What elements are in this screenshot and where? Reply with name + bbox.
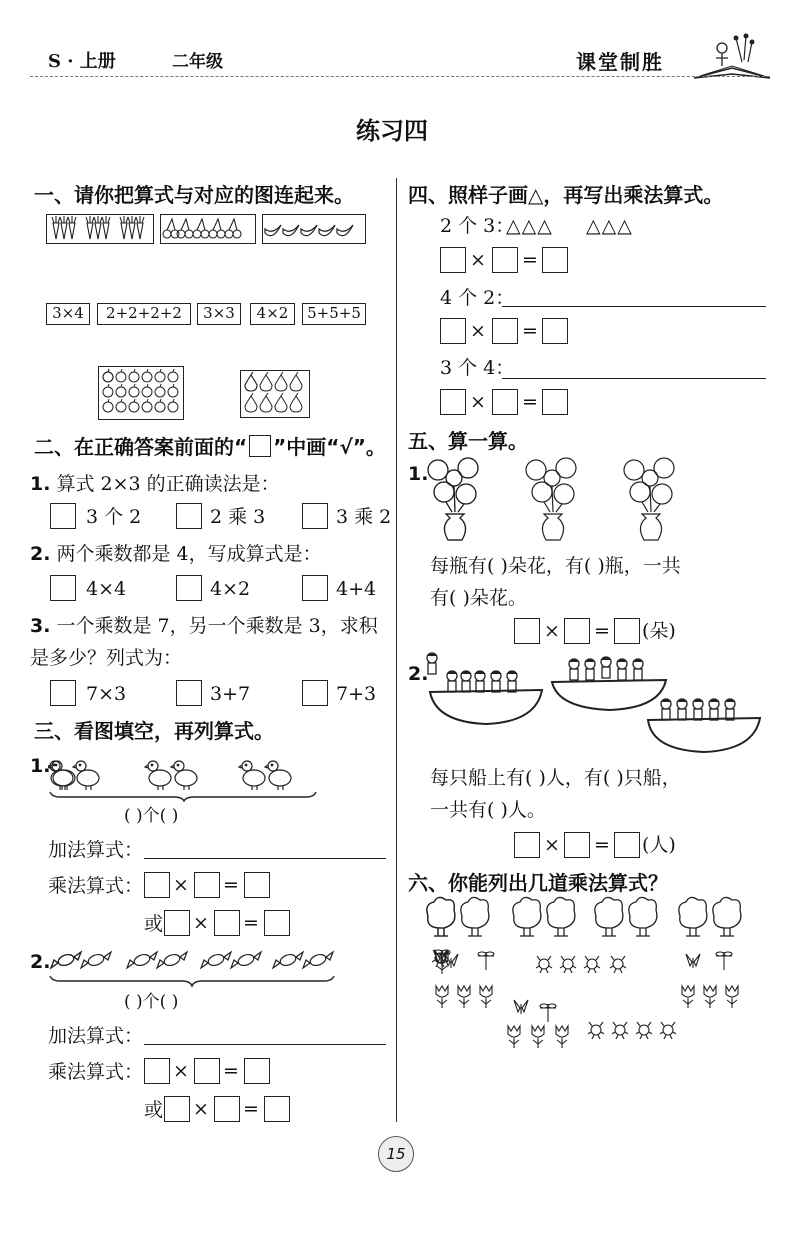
answer-box[interactable] bbox=[194, 872, 220, 898]
answer-box[interactable] bbox=[440, 389, 466, 415]
sec6-title: 六、你能列出几道乘法算式？ bbox=[408, 871, 668, 895]
answer-box[interactable] bbox=[214, 1096, 240, 1122]
sec3-q2-mul-label: 乘法算式： bbox=[48, 1061, 144, 1083]
sec4-example-triangles-b: △△△ bbox=[586, 215, 633, 237]
sec5-q2-num: 2. bbox=[408, 663, 429, 685]
answer-checkbox[interactable] bbox=[50, 680, 76, 706]
answer-box[interactable] bbox=[194, 1058, 220, 1084]
equals-sign: = bbox=[522, 249, 538, 271]
column-divider bbox=[396, 178, 397, 1122]
sec2-q1-option: 3 乘 2 bbox=[336, 506, 392, 528]
answer-box[interactable] bbox=[440, 247, 466, 273]
trees-picture bbox=[424, 896, 764, 940]
candies-picture bbox=[48, 946, 338, 988]
times-sign: × bbox=[470, 249, 486, 271]
sec5-q1-line2: 有( )朵花。 bbox=[430, 587, 527, 609]
equals-sign: = bbox=[594, 620, 610, 642]
formula-card[interactable]: 3×4 bbox=[46, 303, 90, 325]
sec2-q1-text: 算式 2×3 的正确读法是： bbox=[56, 473, 280, 495]
sec5-q2-line2: 一共有( )人。 bbox=[430, 799, 546, 821]
sec2-q3-option: 3+7 bbox=[210, 683, 251, 705]
insects-flowers-picture bbox=[432, 948, 752, 1058]
sec2-q3-num: 3. bbox=[30, 615, 51, 637]
pears-picture bbox=[240, 370, 310, 418]
sec2-q3-text-a: 一个乘数是 7，另一个乘数是 3，求积 bbox=[56, 615, 378, 637]
chicks-picture bbox=[48, 750, 320, 802]
sec2-q2-option: 4+4 bbox=[336, 578, 377, 600]
formula-card[interactable]: 4×2 bbox=[250, 303, 295, 325]
sec4-example-label: 2 个 3： bbox=[440, 215, 515, 237]
equals-sign: = bbox=[594, 834, 610, 856]
sec2-q2-text: 两个乘数都是 4，写成算式是： bbox=[56, 543, 322, 565]
answer-checkbox[interactable] bbox=[176, 575, 202, 601]
answer-checkbox[interactable] bbox=[50, 503, 76, 529]
times-sign: × bbox=[544, 834, 560, 856]
sec3-q2-groups: ( )个( ) bbox=[124, 992, 179, 1012]
cherries-picture bbox=[160, 214, 256, 244]
unit-label: (朵) bbox=[642, 620, 676, 642]
times-sign: × bbox=[470, 320, 486, 342]
carrots-picture bbox=[46, 214, 154, 244]
equals-sign: = bbox=[243, 912, 259, 934]
sec3-q2-add-line[interactable] bbox=[144, 1044, 386, 1045]
page-number: 15 bbox=[386, 1145, 406, 1163]
answer-box[interactable] bbox=[214, 910, 240, 936]
sec5-q1-num: 1. bbox=[408, 463, 429, 485]
page-title: 练习四 bbox=[356, 117, 428, 145]
sec4-row3-draw-line[interactable] bbox=[502, 378, 766, 379]
flower-vases-picture bbox=[424, 456, 694, 544]
formula-card[interactable]: 3×3 bbox=[197, 303, 241, 325]
answer-box[interactable] bbox=[542, 318, 568, 344]
answer-box[interactable] bbox=[264, 910, 290, 936]
equals-sign: = bbox=[522, 320, 538, 342]
answer-checkbox[interactable] bbox=[302, 503, 328, 529]
answer-box[interactable] bbox=[542, 247, 568, 273]
sec2-q2-num: 2. bbox=[30, 543, 51, 565]
answer-box[interactable] bbox=[244, 1058, 270, 1084]
sec4-title: 四、照样子画△，再写出乘法算式。 bbox=[408, 183, 724, 207]
sec3-q2-add-label: 加法算式： bbox=[48, 1025, 144, 1047]
times-sign: × bbox=[173, 1060, 189, 1082]
header-dashed-rule bbox=[30, 76, 770, 77]
or-label: 或 bbox=[144, 1099, 164, 1121]
answer-checkbox[interactable] bbox=[176, 503, 202, 529]
equals-sign: = bbox=[243, 1098, 259, 1120]
equals-sign: = bbox=[223, 1060, 239, 1082]
answer-box[interactable] bbox=[264, 1096, 290, 1122]
sec2-q1-option: 3 个 2 bbox=[86, 506, 142, 528]
sec3-title: 三、看图填空，再列算式。 bbox=[34, 719, 274, 743]
times-sign: × bbox=[470, 391, 486, 413]
sec2-q2-option: 4×2 bbox=[210, 578, 251, 600]
header-grade: 二年级 bbox=[172, 52, 223, 72]
unit-label: (人) bbox=[642, 834, 676, 856]
sec2-q3 bbox=[30, 614, 378, 638]
answer-box[interactable] bbox=[564, 832, 590, 858]
times-sign: × bbox=[193, 1098, 209, 1120]
answer-box[interactable] bbox=[164, 910, 190, 936]
answer-box[interactable] bbox=[614, 618, 640, 644]
sec5-q1-line1: 每瓶有( )朵花，有( )瓶，一共 bbox=[430, 555, 681, 577]
answer-checkbox[interactable] bbox=[50, 575, 76, 601]
sec4-row3-label: 3 个 4： bbox=[440, 357, 515, 379]
sec2-q3-option: 7×3 bbox=[86, 683, 127, 705]
formula-card[interactable]: 2+2+2+2 bbox=[97, 303, 191, 325]
sec2-title-b: ”中画“√”。 bbox=[273, 435, 386, 459]
answer-box[interactable] bbox=[164, 1096, 190, 1122]
sec4-row2-draw-line[interactable] bbox=[502, 306, 766, 307]
answer-box[interactable] bbox=[614, 832, 640, 858]
answer-box[interactable] bbox=[144, 872, 170, 898]
answer-box[interactable] bbox=[542, 389, 568, 415]
sec3-q1-add-line[interactable] bbox=[144, 858, 386, 859]
apples-picture bbox=[98, 366, 184, 420]
sec2-title-box bbox=[249, 435, 271, 457]
answer-box[interactable] bbox=[144, 1058, 170, 1084]
sec3-q1-add-label: 加法算式： bbox=[48, 839, 144, 861]
equals-sign: = bbox=[223, 874, 239, 896]
sec4-row2-label: 4 个 2： bbox=[440, 287, 515, 309]
answer-box[interactable] bbox=[514, 618, 540, 644]
sec2-q2-option: 4×4 bbox=[86, 578, 127, 600]
sec4-example-triangles-a: △△△ bbox=[506, 215, 553, 237]
bananas-picture bbox=[262, 214, 366, 244]
answer-box[interactable] bbox=[492, 389, 518, 415]
sec2-q1 bbox=[30, 472, 280, 496]
sec3-q2-num: 2. bbox=[30, 951, 51, 973]
formula-card[interactable]: 5+5+5 bbox=[302, 303, 366, 325]
times-sign: × bbox=[173, 874, 189, 896]
equals-sign: = bbox=[522, 391, 538, 413]
sec2-q2 bbox=[30, 542, 322, 566]
answer-checkbox[interactable] bbox=[302, 575, 328, 601]
sec5-q2-line1: 每只船上有( )人，有( )只船， bbox=[430, 767, 681, 789]
sec3-q1-num: 1. bbox=[30, 755, 51, 777]
answer-box[interactable] bbox=[244, 872, 270, 898]
header-logo-illustration bbox=[692, 30, 772, 82]
or-label: 或 bbox=[144, 913, 164, 935]
sec2-title-a: 二、在正确答案前面的“ bbox=[34, 435, 248, 459]
header-edition: S · 上册 bbox=[48, 51, 116, 72]
answer-box[interactable] bbox=[564, 618, 590, 644]
times-sign: × bbox=[544, 620, 560, 642]
answer-box[interactable] bbox=[514, 832, 540, 858]
answer-box[interactable] bbox=[440, 318, 466, 344]
sec1-title: 一、请你把算式与对应的图连起来。 bbox=[34, 183, 354, 207]
sec2-q1-option: 2 乘 3 bbox=[210, 506, 266, 528]
sec2-q3-option: 7+3 bbox=[336, 683, 377, 705]
sec2-q1-num: 1. bbox=[30, 473, 51, 495]
boats-picture bbox=[426, 652, 772, 762]
answer-box[interactable] bbox=[492, 247, 518, 273]
sec5-title: 五、算一算。 bbox=[408, 429, 528, 453]
answer-checkbox[interactable] bbox=[302, 680, 328, 706]
sec3-q1-mul-label: 乘法算式： bbox=[48, 875, 144, 897]
sec2-title bbox=[34, 434, 386, 460]
answer-checkbox[interactable] bbox=[176, 680, 202, 706]
times-sign: × bbox=[193, 912, 209, 934]
answer-box[interactable] bbox=[492, 318, 518, 344]
page-number-badge bbox=[378, 1136, 414, 1172]
header-brand: 课堂制胜 bbox=[576, 50, 664, 74]
sec2-q3-text-b: 是多少？列式为： bbox=[30, 647, 183, 669]
sec3-q1-groups: ( )个( ) bbox=[124, 806, 179, 826]
